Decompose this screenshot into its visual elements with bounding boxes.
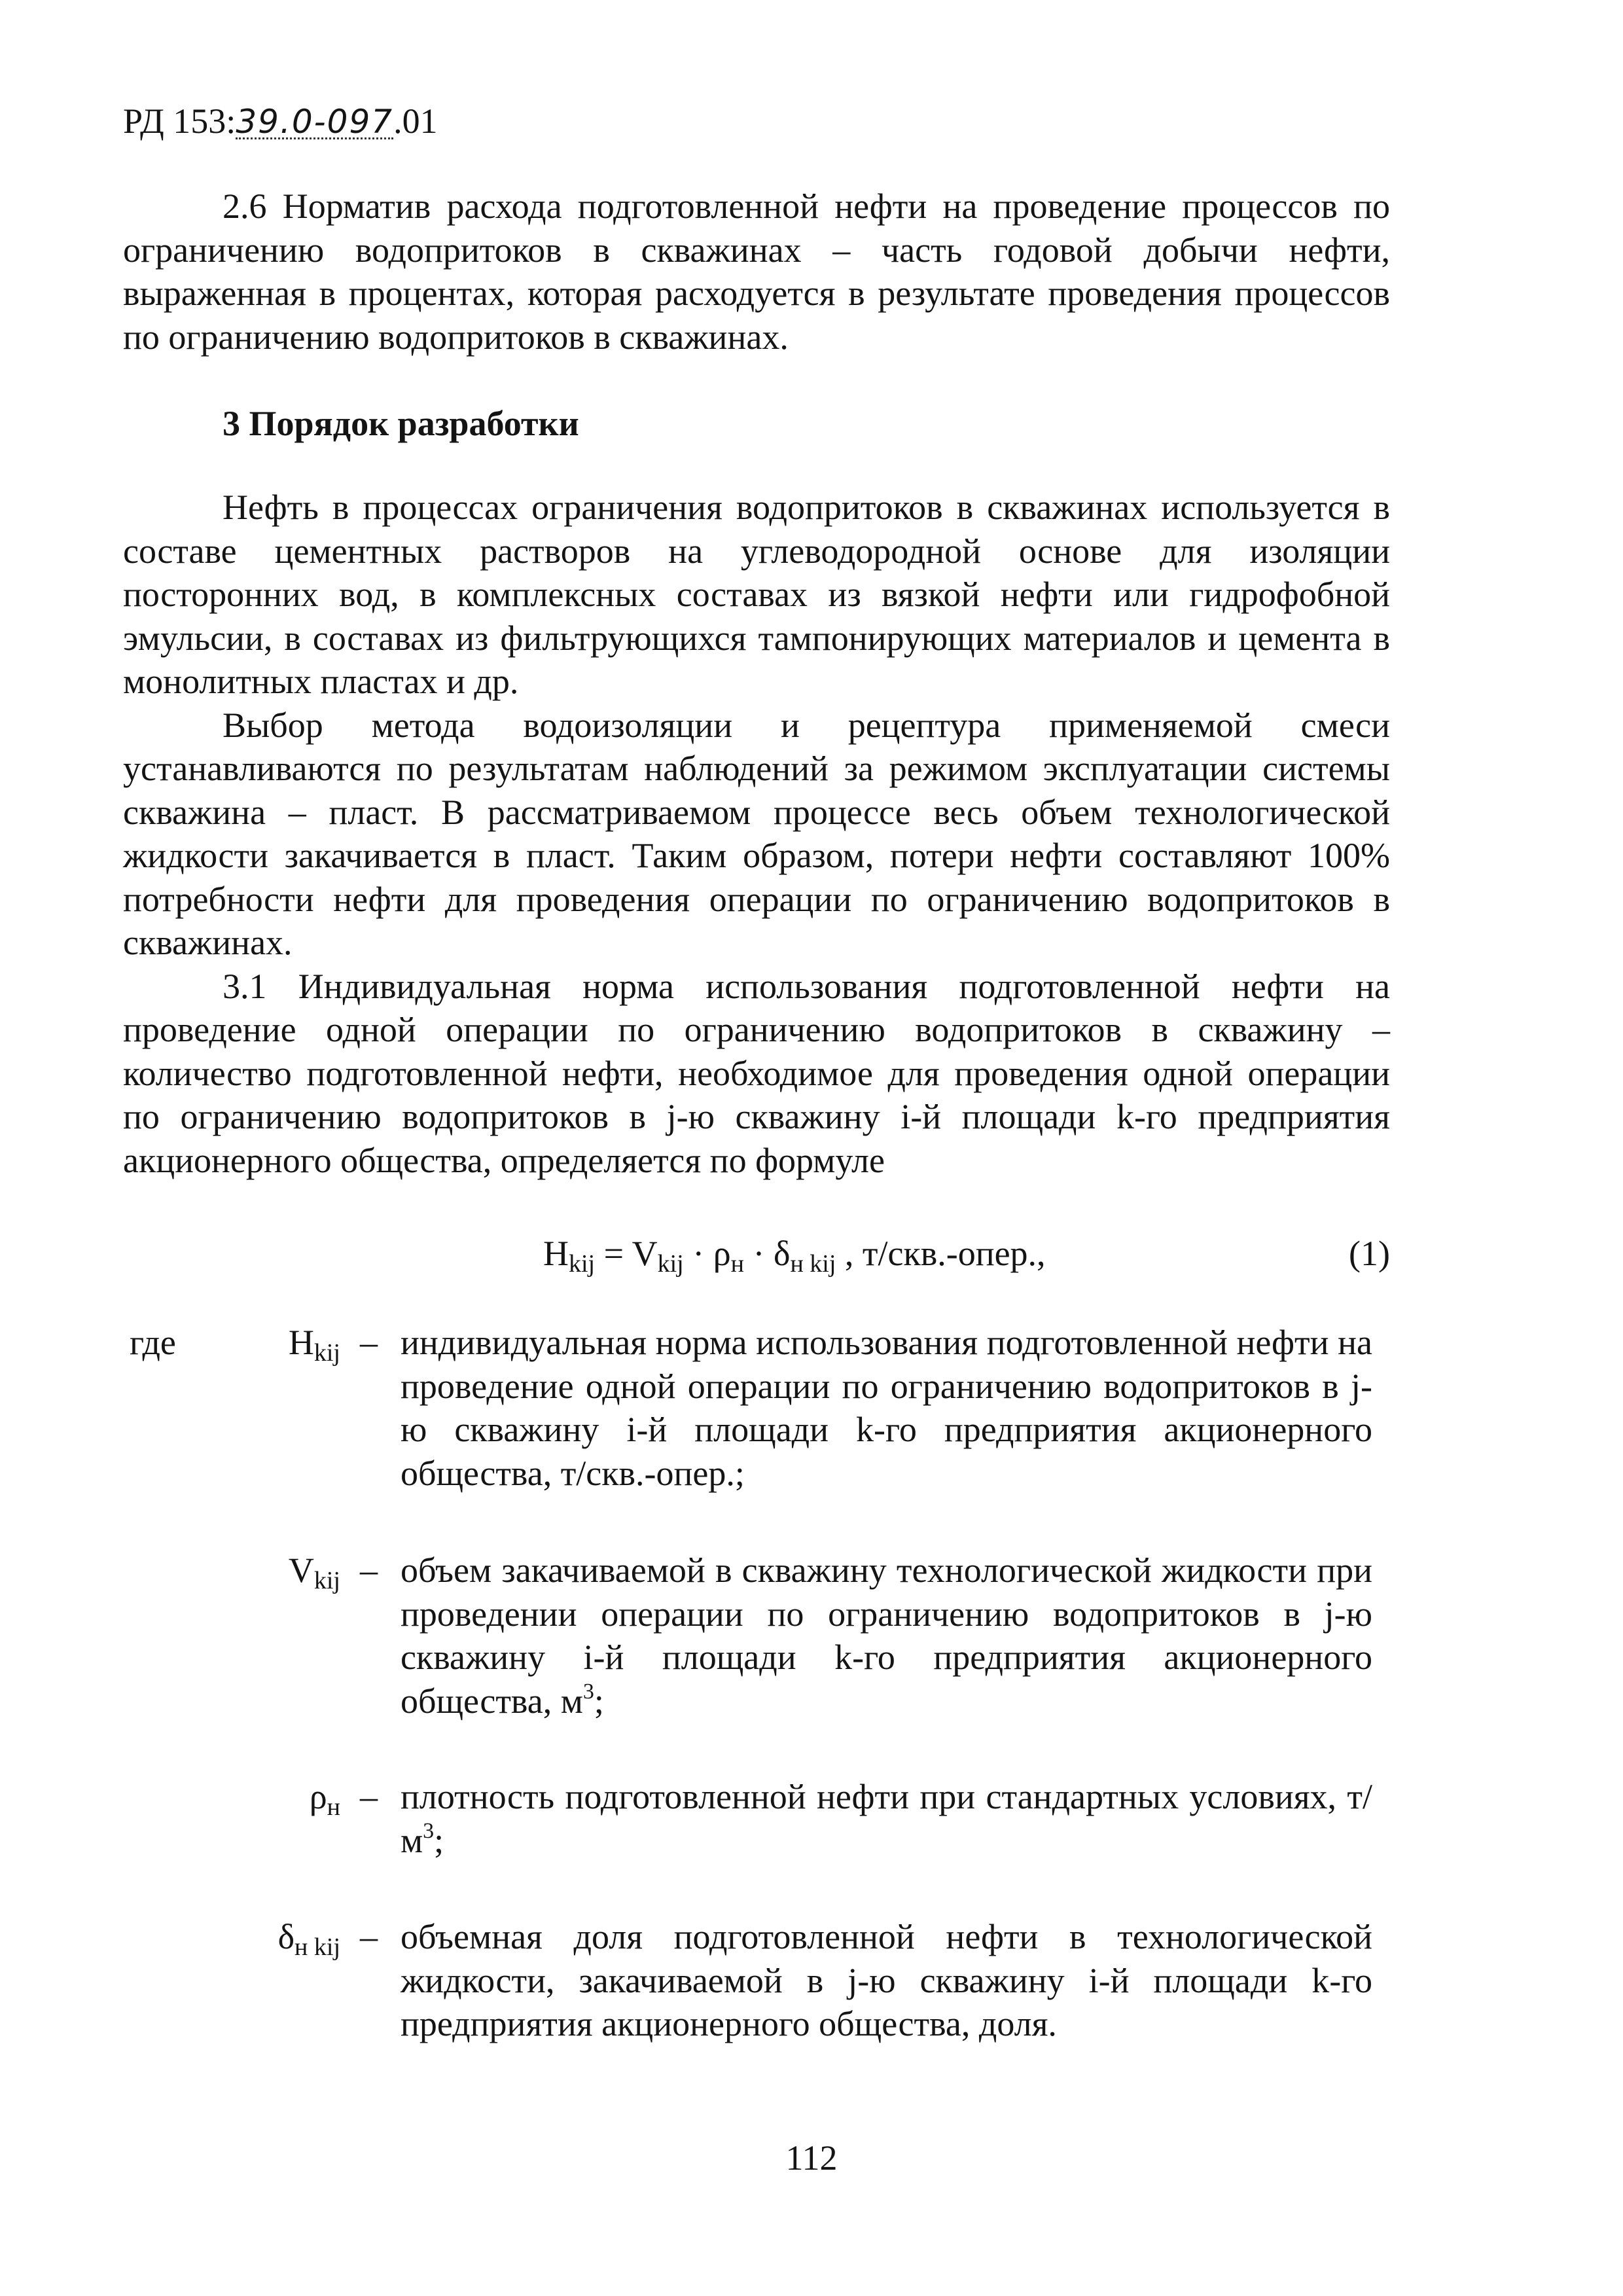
definition-tail: ; (434, 1820, 444, 1860)
formula-unit: , т/скв.-опер., (836, 1234, 1046, 1273)
document-code-prefix: РД 153: (123, 101, 236, 141)
definition-text: индивидуальная норма использования подготовленной нефти на проведение одной операции по ограничению водопритоков в j-ю скважину i-й площади k-го предприятия акционерного общества, т/скв.-опер.; (401, 1323, 1372, 1493)
formula-equals: = (595, 1234, 632, 1273)
section-3-heading: 3 Порядок разработки (223, 404, 579, 443)
symbol-base: V (288, 1551, 314, 1590)
symbol-subscript: kij (313, 1339, 340, 1367)
definition-text: объемная доля подготовленной нефти в технологической жидкости, закачиваемой в j-ю скважину i-й площади k-го предприятия акционерного общества, доля. (401, 1917, 1372, 2043)
formula-symbol-delta: δ (774, 1234, 791, 1273)
section-3-paragraph-3: 3.1 Индивидуальная норма использования подготовленной нефти на проведение одной операции по ограничению водопритоков в скважину – количество подготовленной нефти, необходимое для проведения одной операции по ограничению водопритоков в j-ю скважину i-й площади k-го предприятия акционерного общества, определяется по формуле (123, 966, 1390, 1180)
definition-dash: – (360, 1551, 378, 1590)
formula-symbol-rho: ρ (713, 1234, 731, 1273)
handwritten-document-code: 39.0-097 (236, 103, 394, 141)
definition-dash: – (360, 1777, 378, 1816)
definition-symbol (216, 1321, 340, 1367)
definition-tail: ; (594, 1681, 604, 1721)
definition-symbol (216, 1549, 340, 1592)
definition-dash: – (360, 1323, 378, 1362)
definition-text (401, 1775, 1372, 1862)
definition-text-body: плотность подготовленной нефти при стандартных условиях, т/м (401, 1777, 1372, 1860)
formula-subscript: kij (657, 1250, 684, 1278)
document-code-suffix: .01 (393, 101, 438, 141)
section-2-6-paragraph: 2.6 Норматив расхода подготовленной нефти на проведение процессов по ограничению водопритоков в скважинах – часть годовой добычи нефти, выраженная в процентах, которая расходуется в результате проведения процессов по ограничению водопритоков в скважинах. (123, 187, 1390, 357)
definition-symbol (216, 1775, 340, 1821)
document-code-header (123, 98, 438, 144)
formula-dot: · (683, 1234, 713, 1273)
formula-symbol-h: Н (543, 1234, 569, 1273)
formula-subscript: н kij (790, 1250, 836, 1278)
definition-text (401, 1549, 1372, 1723)
where-label: где (130, 1323, 176, 1362)
symbol-subscript: н kij (294, 1933, 340, 1961)
symbol-subscript: kij (313, 1567, 340, 1594)
section-3-body (123, 486, 1390, 1182)
unit-superscript: 3 (423, 1818, 435, 1843)
formula-subscript: kij (569, 1250, 596, 1278)
section-2-6 (123, 185, 1390, 359)
section-3-paragraph-2: Выбор метода водоизоляции и рецептура применяемой смеси устанавливаются по результатам наблюдений за режимом эксплуатации системы скважина – пласт. В рассматриваемом процессе весь объем технологической жидкости закачивается в пласт. Таким образом, потери нефти составляют 100% потребности нефти для проведения операции по ограничению водопритоков в скважинах. (123, 705, 1390, 962)
section-3-paragraph-1: Нефть в процессах ограничения водопритоков в скважинах используется в составе цементных растворов на углеводородной основе для изоляции посторонних вод, в комплексных составах из вязкой нефти или гидрофобной эмульсии, в составах из фильтрующихся тампонирующих материалов и цемента в монолитных пластах и др. (123, 488, 1390, 701)
formula-dot: · (744, 1234, 774, 1273)
symbol-base: Н (288, 1323, 314, 1362)
definition-dash: – (360, 1917, 378, 1956)
page-number: 112 (785, 2138, 838, 2178)
definition-text-body: объем закачиваемой в скважину технологической жидкости при проведении операции по ограничению водопритоков в j-ю скважину i-й площади k-го предприятия акционерного общества, м (401, 1551, 1372, 1721)
formula-symbol-v: V (632, 1234, 658, 1273)
symbol-subscript: н (327, 1793, 340, 1821)
formula-expression (543, 1230, 1046, 1276)
definition-symbol (216, 1915, 340, 1961)
formula-number: (1) (1349, 1234, 1390, 1273)
symbol-base: δ (277, 1917, 295, 1956)
formula-subscript: н (730, 1250, 745, 1278)
symbol-base: ρ (309, 1777, 327, 1816)
unit-superscript: 3 (582, 1679, 594, 1704)
